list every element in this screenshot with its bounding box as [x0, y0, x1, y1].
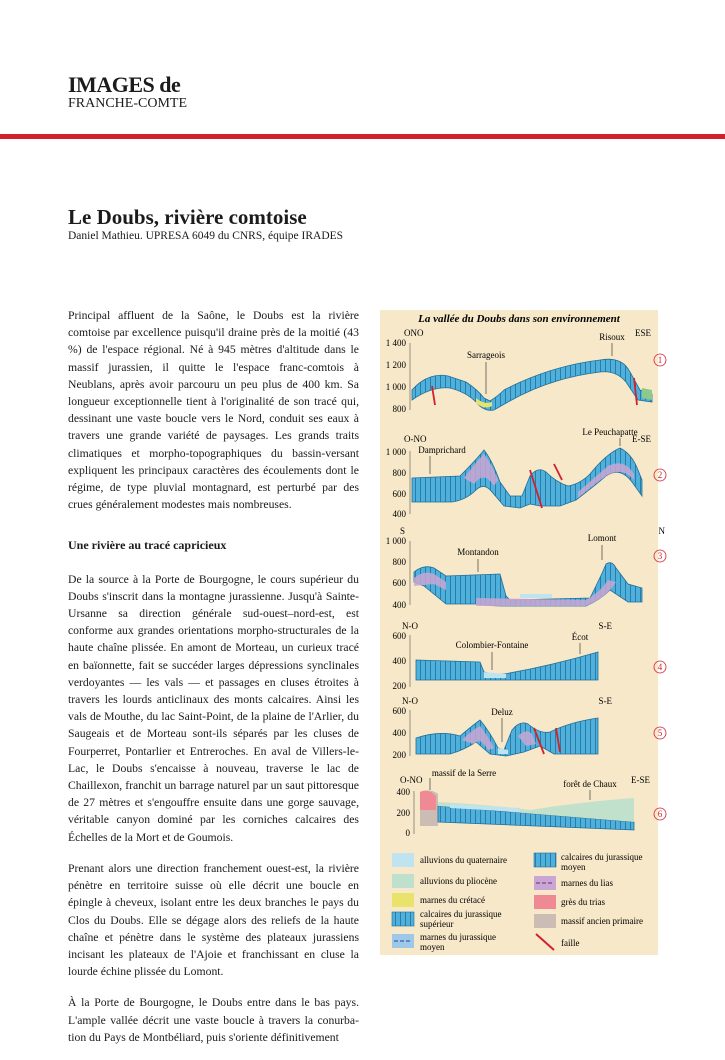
axis-tick: 1 400 [385, 338, 406, 348]
axis-tick: 1 000 [385, 382, 406, 392]
axis-tick: 600 [392, 489, 406, 499]
section-heading: Une rivière au tracé capricieux [68, 538, 227, 553]
legend-label: faille [561, 938, 580, 948]
profile-3 [386, 526, 666, 610]
masthead-subtitle: FRANCHE-COMTE [68, 96, 188, 111]
profile-number: 4 [657, 662, 663, 672]
legend-swatch [534, 895, 556, 909]
profile-1 [386, 328, 666, 414]
orientation-left: O-NO [404, 434, 427, 444]
intro-paragraph: Principal affluent de la Saône, le Doubs est la rivière comtoise par excellence puisqu'il draine près de la moitié (43 %) de l'espace régional. Né à 945 mètres d'altitude dans le massif jurassien, il quitte le l'espace franc-comtois à Neublans, après avoir parcouru un peu plus de 400 km. Sa longueur exceptionnelle tient à l'originalité de son tracé qui, dessinant une vaste boucle vers le Nord, conduit ses eaux à travers une grande variété de paysages. Les grands traits climatiques et morpho-topographiques du bassin-versant expliquent les principaux caractères des écoulements dont le régime, de type pluvial montagnard, est perturbé par des crues généralement modestes mais nombreuses. [68, 309, 359, 512]
legend-label: moyen [561, 862, 586, 872]
orientation-left: N-O [402, 621, 418, 631]
place-label: forêt de Chaux [563, 779, 617, 789]
axis-tick: 400 [396, 787, 410, 797]
legend-label: alluvions du pliocène [420, 876, 497, 886]
article-title: Le Doubs, rivière comtoise [68, 205, 307, 229]
article-body [68, 307, 359, 1060]
header-divider [0, 134, 725, 139]
legend-swatch [392, 912, 414, 926]
masthead-title: IMAGES de [68, 72, 181, 97]
legend-label: supérieur [420, 919, 454, 929]
place-label: Le Peuchapatte [582, 427, 638, 437]
axis-tick: 600 [392, 706, 406, 716]
profile-number: 5 [657, 728, 663, 738]
place-label: Colombier-Fontaine [455, 640, 529, 650]
axis-tick: 200 [392, 750, 406, 760]
axis-tick: 1 200 [385, 360, 406, 370]
profile-number: 6 [657, 809, 663, 819]
legend-label: massif ancien primaire [561, 916, 643, 926]
axis-tick: 0 [405, 828, 410, 838]
place-label: Deluz [491, 707, 513, 717]
place-label: massif de la Serre [431, 768, 497, 778]
profile-5 [393, 696, 667, 760]
axis-tick: 800 [392, 557, 406, 567]
axis-tick: 200 [396, 808, 410, 818]
legend-label: marnes du lias [561, 878, 613, 888]
legend-label: grès du trias [561, 897, 605, 907]
legend-label: alluvions du quaternaire [420, 855, 507, 865]
axis-tick: 800 [392, 404, 406, 414]
axis-tick: 400 [392, 509, 406, 519]
figure-title: La vallée du Doubs dans son environnement [418, 313, 620, 325]
legend-label: calcaires du jurassique [561, 852, 643, 862]
axis-tick: 600 [392, 578, 406, 588]
orientation-left: ONO [404, 328, 424, 338]
profile-4 [393, 621, 667, 691]
orientation-right: ESE [634, 328, 651, 338]
orientation-right: S-E [598, 621, 612, 631]
orientation-left: N-O [402, 696, 418, 706]
axis-tick: 800 [392, 468, 406, 478]
place-label: Montandon [457, 547, 499, 557]
profile-number: 2 [657, 470, 663, 480]
body-paragraph: Prenant alors une direction franchement ouest-est, la rivière pénètre en territoire suisse où elle décrit une boucle en épingle à cheveux, isolant entre les deux branches le pays du Clos du Doubs. Elle se dégage alors des reliefs de la haute chaîne et pénètre dans le système des plateaux jurassiens incisant les plateaux de l'Ajoie et franchissant en cluse la lourde échine plissée du Lomont. [68, 861, 359, 979]
place-label: Écot [571, 632, 589, 642]
orientation-right: S-E [598, 696, 612, 706]
place-label: Lomont [587, 533, 617, 543]
place-label: Damprichard [418, 445, 466, 455]
axis-tick: 400 [392, 600, 406, 610]
profile-number: 1 [657, 355, 663, 365]
legend-swatch [392, 853, 414, 867]
legend-label: marnes du crétacé [420, 895, 485, 905]
legend-swatch [534, 853, 556, 867]
geology-figure [380, 310, 665, 955]
orientation-left: S [400, 526, 406, 536]
profile-6 [397, 768, 667, 838]
axis-tick: 400 [392, 728, 406, 738]
profile-number: 3 [657, 551, 663, 561]
place-label: Sarrageois [467, 350, 505, 360]
orientation-right: E-SE [632, 434, 651, 444]
legend-swatch [534, 914, 556, 928]
axis-tick: 600 [392, 631, 406, 641]
legend-swatch [392, 874, 414, 888]
orientation-left: O-NO [400, 775, 423, 785]
masthead [68, 74, 187, 111]
axis-tick: 200 [392, 681, 406, 691]
orientation-right: E-SE [631, 775, 650, 785]
axis-tick: 1 000 [385, 536, 406, 546]
axis-tick: 1 000 [385, 447, 406, 457]
profile-2 [386, 427, 666, 519]
legend-label: calcaires du jurassique [420, 909, 502, 919]
body-paragraph: De la source à la Porte de Bourgogne, le cours supérieur du Doubs s'inscrit dans la montagne jurassienne. Jusqu'à Sainte-Ursanne sa direction générale sud-ouest–nord-est, est conforme aux grandes orientations morpho-structurales de la haute chaîne plissée. En amont de Morteau, un curieux tracé en baïonnette, fait se succéder larges dépressions synclinales verdoyantes — les vals — et passages en cluses étroites à travers les lourds anticlinaux des monts calcaires. Ainsi les vals de Mouthe, du lac Saint-Point, de la plaine de l'Arlier, du Saugeais et de Morteau sont-ils séparés par les cluses de Fourperret, Pontarlier et Entreroches. En aval de Villers-le-Lac, le Doubs s'encaisse à nouveau, traverse le lac de Chaillexon, franchit un barrage naturel par un saut pittoresque de 27 mètres et s'engouffre ensuite dans une gorge sauvage, véritable canyon dominé par les corniches calcaires des Échelles de la Mort et de Goumois. [68, 572, 359, 844]
legend-label: marnes du jurassique [420, 932, 496, 942]
place-label: Risoux [599, 332, 625, 342]
orientation-right: N [658, 526, 665, 536]
article-byline: Daniel Mathieu. UPRESA 6049 du CNRS, équipe IRADES [68, 230, 344, 242]
axis-tick: 400 [392, 656, 406, 666]
legend-swatch [392, 893, 414, 907]
legend [392, 852, 643, 952]
legend-swatch [536, 934, 554, 950]
body-paragraph: À la Porte de Bourgogne, le Doubs entre dans le bas pays. L'ample vallée décrit une vaste boucle à travers la conurbation du Pays de Montbéliard, puis s'oriente définitivement [68, 996, 359, 1044]
legend-label: moyen [420, 942, 445, 952]
